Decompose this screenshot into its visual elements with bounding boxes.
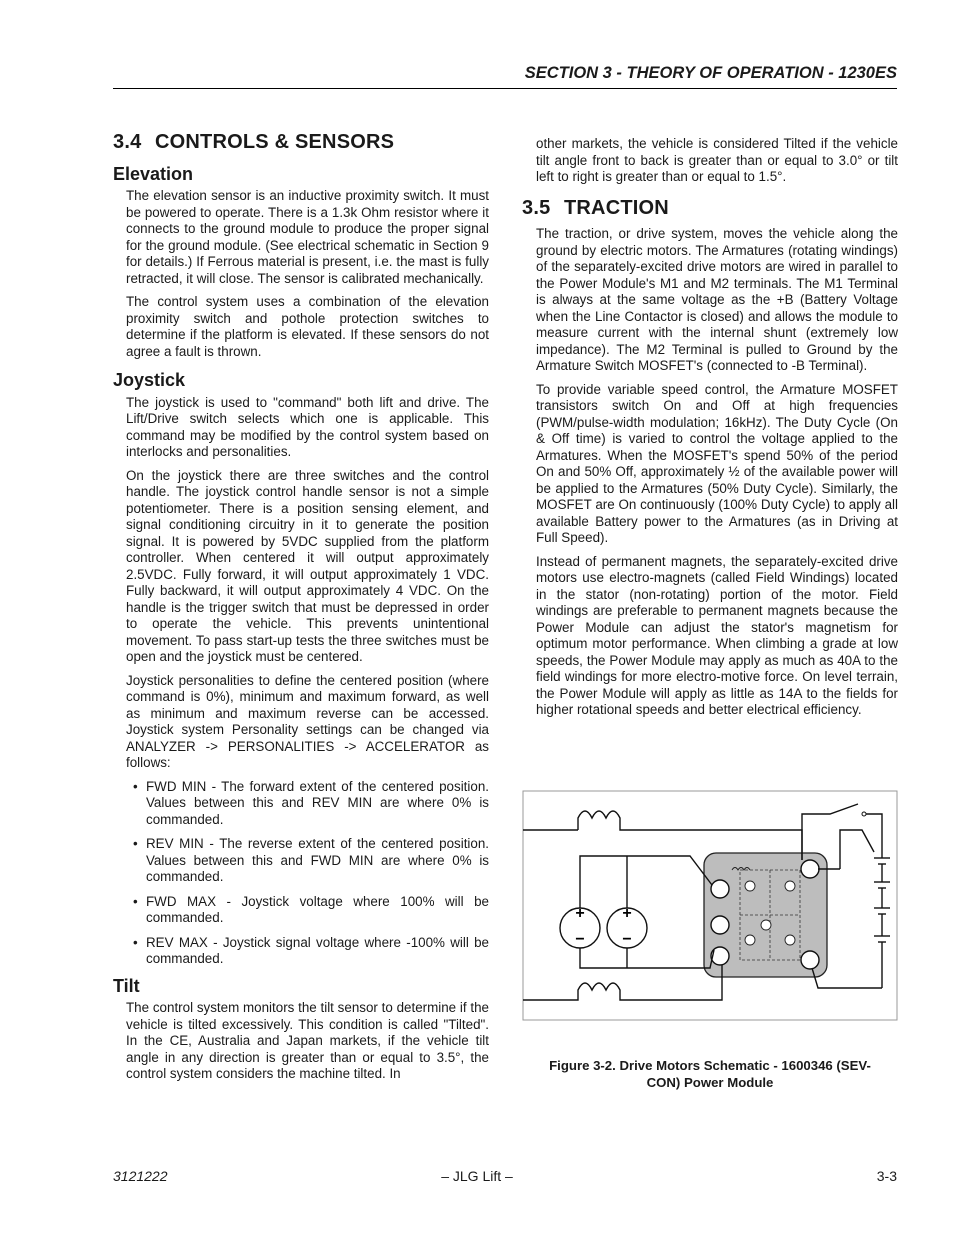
battery-stack bbox=[874, 852, 890, 988]
terminal-m1 bbox=[711, 880, 729, 898]
list-item: • FWD MAX - Joystick voltage where 100% will be commanded. bbox=[133, 894, 489, 927]
figure-caption: Figure 3-2. Drive Motors Schematic - 1600346 (SEV- CON) Power Module bbox=[549, 1058, 871, 1090]
tilt-heading: Tilt bbox=[113, 975, 140, 996]
personality-list bbox=[133, 779, 489, 968]
right-column bbox=[522, 136, 898, 726]
joystick-paragraph-3: Joystick personalities to define the centered position (where command is 0%), minimum and maximum forward, as well as minimum and maximum reverse can be accessed. Joystick system Personality settings can be changed via ANALYZER -> PERSONALITIES -> ACCELERATOR as follows: bbox=[126, 672, 489, 770]
footer-brand: – JLG Lift – bbox=[441, 1168, 513, 1184]
drive-motors-schematic bbox=[522, 790, 898, 1022]
section-3-4-title: 3.4 CONTROLS & SENSORS bbox=[113, 131, 395, 153]
terminal-b-minus bbox=[801, 951, 819, 969]
terminal-m2 bbox=[711, 916, 729, 934]
svg-text:+: + bbox=[622, 905, 632, 922]
traction-paragraph-1: The traction, or drive system, moves the vehicle along the ground by electric motors. The Armatures (rotating windings) of the separately-excited drive motors are wired in parallel to the Power Module's M1 and M2 terminals. The M1 Terminal is always at the same voltage as the +B (Battery Voltage when the Line Contactor is closed) and allows the module to measure current with the internal shunt (extremely low impedance). The M2 Terminal is pulled to Ground by the Armature Switch MOSFET's (connected to -B Terminal). bbox=[536, 226, 898, 373]
list-item: • REV MIN - The reverse extent of the centered position. Values between this and FWD MIN are where 0% is commanded. bbox=[133, 836, 489, 886]
footer-doc-number: 3121222 bbox=[113, 1168, 168, 1184]
field-winding-bottom bbox=[523, 965, 722, 1000]
terminal-b-plus bbox=[801, 860, 819, 878]
section-3-5-title: 3.5 TRACTION bbox=[522, 196, 669, 219]
traction-paragraph-2: To provide variable speed control, the Armature MOSFET transistors switch On and Off at high frequencies (PWM/pulse-width modulation; 16kHz). The Duty Cycle (On & Off time) is varied to control the voltage applied to the Armatures. When the MOSFET's spend 50% of the period On and 50% Off, approximately ½ of the available power will be applied to the Armatures (50% Duty Cycle). Similarly, the MOSFET are On continuously (100% Duty Cycle) to apply all available Battery power to the Armatures (as in Driving at Full Speed). bbox=[536, 381, 898, 545]
section-header: SECTION 3 - THEORY OF OPERATION - 1230ES bbox=[524, 64, 897, 82]
tilt-paragraph-continued: other markets, the vehicle is considered Tilted if the vehicle tilt angle front to back is greater than or equal to 3.0° or tilt left to right is greater than or equal to 1.5°. bbox=[536, 136, 898, 184]
joystick-heading: Joystick bbox=[113, 370, 186, 390]
key-switch bbox=[802, 804, 858, 860]
svg-text:+: + bbox=[575, 905, 585, 922]
svg-text:−: − bbox=[622, 931, 632, 948]
joystick-paragraph-1: The joystick is used to "command" both lift and drive. The Lift/Drive switch selects which one is applicable. This command may be modified by the control system based on interlocks and personalities. bbox=[126, 394, 489, 459]
footer-page-number: 3-3 bbox=[876, 1168, 897, 1184]
elevation-heading: Elevation bbox=[113, 163, 194, 184]
joystick-paragraph-2: On the joystick there are three switches and the control handle. The joystick control handle sensor is not a simple potentiometer. There is a position sensing element, and signal conditioning circuitry in it to generate the position signal. It is powered by 5VDC supplied from the platform controller. When centered it will output approximately 2.5VDC. Fully forward, it will output approximately 1 VDC. Fully backward, it will output approximately 4 VDC. On the handle is the trigger switch that must be depressed in order to operate the vehicle. This prevents unintentional movement. To pass start-up tests the three switches must be open and the joystick must be centered. bbox=[126, 467, 489, 664]
elevation-paragraph-1: The elevation sensor is an inductive proximity switch. It must be powered to operate. There is a 1.3k Ohm resistor where it connects to the ground module to produce the proper signal for the ground module. (See electrical schematic in Section 9 for details.) If Ferrous material is present, i.e. the mast is fully retracted, it will close. The sensor is calibrated mechanically. bbox=[126, 188, 489, 286]
traction-paragraph-3: Instead of permanent magnets, the separately-excited drive motors use electro-magnets (called Field Windings) located in the stator (non-rotating) portion of the motor. Field windings are preferable to permanent magnets because the Power Module can adjust the stator's magnetism for optimum motor performance. When climbing a grade at low speeds, the Power Module may apply as much as 40A to the field windings for more electro-motive force. On level terrain, the Power Module will apply as little as 14A to the fields for higher rotational speeds and better electrical efficiency. bbox=[536, 553, 898, 717]
svg-text:−: − bbox=[575, 931, 585, 948]
terminal-f1 bbox=[711, 947, 729, 965]
header-rule bbox=[113, 88, 897, 89]
elevation-paragraph-2: The control system uses a combination of the elevation proximity switch and pothole protection switches to determine if the platform is elevated. If these sensors do not agree a fault is thrown. bbox=[126, 294, 489, 359]
tilt-paragraph: The control system monitors the tilt sensor to determine if the vehicle is tilted excessively. This condition is called "Tilted". In the CE, Australia and Japan markets, if the vehicle tilt angle in any direction is greater than or equal to 3.5°, the control system considers the machine tilted. In bbox=[126, 1000, 489, 1081]
list-item: • REV MAX - Joystick signal voltage where -100% will be commanded. bbox=[133, 935, 489, 968]
list-item: • FWD MIN - The forward extent of the centered position. Values between this and REV MIN are where 0% is commanded. bbox=[133, 779, 489, 829]
left-column bbox=[113, 131, 489, 1090]
